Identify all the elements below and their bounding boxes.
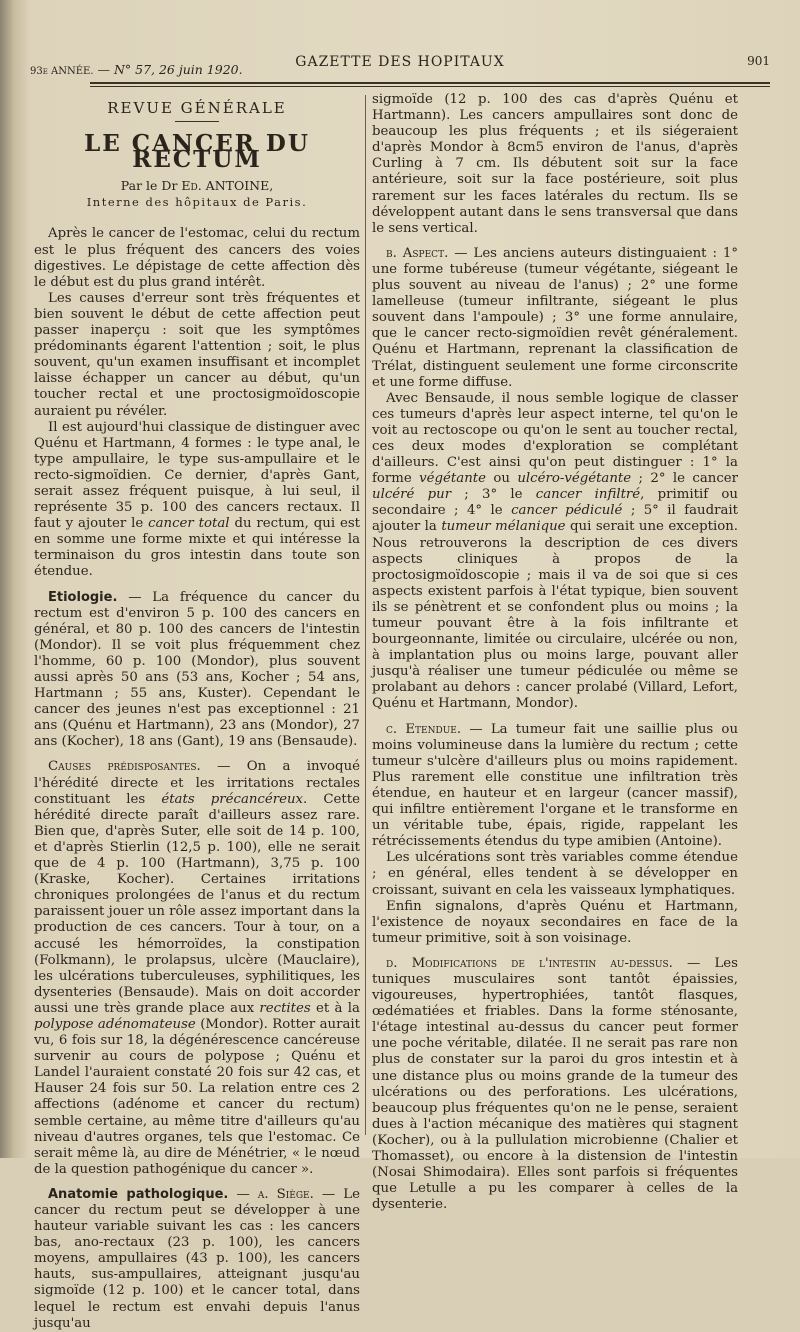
etiology-section: Etiologie. — La fréquence du cancer du rectum est d'environ 5 p. 100 des cancers en général, et 80 p. 100 des cancers de l'intestin (Mondor). Il se voit plus fréquemment chez l'homme, 60 p. 100 (Mondor), plus souvent aussi après 50 ans (53 ans, Kocher ; 54 ans, Hartmann ; 55 ans, Kuster). Cependant le cancer des jeunes n'est pas exceptionnel : 21 ans (Quénu et Hartmann), 23 ans (Mondor), 27 ans (Kocher), 18 ans (Gant), 19 ans (Bensaude). [34, 589, 360, 750]
paragraph: Les causes d'erreur sont très fréquentes et bien souvent le début de cette affection peut passer inaperçu : soit que les symptômes prédominants égarent l'attention ; soit, le plus souvent, qu'un examen insuffisant et incomplet laisse échapper un cancer au début, qu'un toucher rectal et une proctosigmoïdoscopie auraient pu révéler. [34, 290, 360, 419]
anatomy-section: Anatomie pathologique. — a. Siège. — Le cancer du rectum peut se développer à une hauteur variable suivant les cas : les cancers bas, ano-rectaux (23 p. 100), les cancers moyens, ampullaires (43 p. 100), les cancers hauts, sus-ampullaires, atteignant jusqu'au sigmoïde (12 p. 100) et le cancer total, dans lequel le rectum est envahi depuis l'anus jusqu'au [34, 1186, 360, 1331]
right-column [372, 92, 738, 1213]
section-heading: Anatomie pathologique. [48, 1186, 229, 1202]
author-affiliation: Interne des hôpitaux de Paris. [86, 195, 308, 210]
modifications-section: d. Modifications de l'intestin au-dessus. — Les tuniques musculaires sont tantôt épaissies, vigoureuses, hypertrophiées, tantôt flasques, œdématiées et friables. Dans la forme sténosante, l'étage intestinal au-dessus du cancer peut former une poche véritable, dilatée. Il ne serait pas rare non plus de constater sur la paroi du gros intestin et à une distance plus ou moins grande de la tumeur des ulcérations ou des perforations. Les ulcérations, beaucoup plus fréquentes qu'on ne le pense, seraient dues à l'action mécanique des matières qui stagnent (Kocher), ou à la pullulation microbienne (Chalier et Thomasset), ou encore à la distension de l'intestin (Nosai Shimodaira). Elles sont parfois si fréquentes que Letulle a pu les comparer à celles de la dysenterie. [372, 955, 738, 1213]
paragraph: Avec Bensaude, il nous semble logique de classer ces tumeurs d'après leur aspect interne, tel qu'on le voit au rectoscope ou qu'on le sent au toucher rectal, ces deux modes d'exploration se complétant d'ailleurs. C'est ainsi qu'on peut distinguer : 1° la forme végétante ou ulcéro-végétante ; 2° le cancer ulcéré pur ; 3° le cancer infiltré, primitif ou secondaire ; 4° le cancer pédiculé ; 5° il faudrait ajouter la tumeur mélanique qui serait une exception. Nous retrouverons la description de ces divers aspects cliniques à propos de la proctosigmoïdoscopie ; mais il va de soi que si ces aspects existent parfois à l'état typique, bien souvent ils se pénètrent et se confondent plus ou moins ; la tumeur pouvant être à la fois infiltrante et bourgeonnante, limitée ou circulaire, ulcérée ou non, à implantation plus ou moins large, pouvant aller jusqu'à réaliser une tumeur pédiculée ou même se prolabant au dehors : cancer prolabé (Villard, Lefort, Quénu et Hartmann, Mondor). [372, 390, 739, 712]
left-column [34, 92, 360, 1332]
causes-section: Causes prédisposantes. — On a invoqué l'hérédité directe et les irritations rectales constituant les états précancéreux. Cette hérédité directe paraît d'ailleurs assez rare. Bien que, d'après Suter, elle soit de 14 p. 100, et d'après Stierlin (12,5 p. 100), elle ne serait que de 4 p. 100 (Hartmann), 3,75 p. 100 (Kraske, Kocher). Certaines irritations chroniques prolongées de l'anus et du rectum paraissent jouer un rôle assez important dans la production de ces cancers. Tour à tour, on a accusé les hémorroïdes, la constipation (Folkmann), le prolapsus, ulcère (Mauclaire), les ulcérations tuberculeuses, syphilitiques, les dysenteries (Bensaude). Mais on doit accorder aussi une très grande place aux rectites et à la polypose adénomateuse (Mondor). Rotter aurait vu, 6 fois sur 18, la dégénérescence cancéreuse survenir au cours de polypose ; Quénu et Landel l'auraient constaté 20 fois sur 42 cas, et Hauser 24 fois sur 50. La relation entre ces 2 affections (adénome et cancer du rectum) semble certaine, au même titre d'ailleurs qu'au niveau d'autres organes, tels que l'estomac. Ce serait même là, au dire de Ménétrier, « le nœud de la question pathogénique du cancer ». [34, 759, 361, 1177]
journal-title: GAZETTE DES HOPITAUX [295, 54, 505, 70]
subsection-heading: — a. Siège. [228, 1186, 314, 1202]
article-title: LE CANCER DU RECTUM [84, 130, 310, 174]
section-heading: d. Modifications de l'intestin au-dessus. [386, 955, 673, 971]
byline [34, 178, 360, 194]
section-heading: Causes prédisposantes. [48, 759, 201, 775]
issue-number: — N° 57, 26 juin 1920. [93, 62, 243, 77]
section-heading: Etiologie. [48, 589, 118, 605]
column-divider [365, 95, 366, 1135]
paragraph: sigmoïde (12 p. 100 des cas d'après Quénu et Hartmann). Les cancers ampullaires sont donc de beaucoup les plus fréquents ; et ils siégeraient d'après Mondor à 8cm5 environ de l'anus, d'après Curling à 7 cm. Ils débutent soit sur la face antérieure, soit sur la face postérieure, soit plus rarement sur les faces latérales du rectum. Ils se développent autant dans le sens transversal que dans le sens vertical. [372, 92, 738, 236]
paragraph: Enfin signalons, d'après Quénu et Hartmann, l'existence de noyaux secondaires en face de la tumeur primitive, soit à son voisinage. [372, 898, 738, 946]
section-heading: b. Aspect. [386, 245, 449, 261]
page-number: 901 [747, 54, 770, 68]
section-heading: c. Etendue. [386, 721, 462, 737]
aspect-section: b. Aspect. — Les anciens auteurs distinguaient : 1° une forme tubéreuse (tumeur végétante, siégeant le plus souvent au niveau de l'anus) ; 2° une forme lamelleuse (tumeur infiltrante, siégeant le plus souvent dans l'ampoule) ; 3° une forme annulaire, que le cancer recto-sigmoïdien revêt généralement. Quénu et Hartmann, reprenant la classification de Trélat, distinguent seulement une forme circonscrite et une forme diffuse. [372, 245, 738, 390]
paragraph: Après le cancer de l'estomac, celui du rectum est le plus fréquent des cancers des voies digestives. Le dépistage de cette affection dès le début est du plus grand intérêt. [34, 226, 360, 290]
extent-section: c. Etendue. — La tumeur fait une saillie plus ou moins volumineuse dans la lumière du rectum ; cette tumeur s'ulcère d'ailleurs plus ou moins rapidement. Plus rarement elle constitue une infiltration très étendue, en hauteur et en largeur (cancer massif), qui infiltre entièrement l'organe et le transforme en un véritable tube, épais, rigide, rappelant les rétrécissements étendus du type amibien (Antoine). [372, 721, 739, 850]
section-title: REVUE GÉNÉRALE [107, 99, 287, 117]
author-name: Ed. ANTOINE, [181, 178, 274, 194]
byline-prefix: Par le Dr [120, 178, 182, 194]
paragraph: Il est aujourd'hui classique de distinguer avec Quénu et Hartmann, 4 formes : le type anal, le type ampullaire, le type sus-ampullaire et le recto-sigmoïdien. Ce dernier, d'après Gant, serait assez fréquent puisque, à lui seul, il représente 35 p. 100 des cancers rectaux. Il faut y ajouter le cancer total du rectum, qui est en somme une forme mixte et qui intéresse la terminaison du gros intestin dans toute son étendue. [34, 419, 360, 580]
header-rule [90, 82, 770, 87]
section-divider [175, 121, 219, 122]
page-header [30, 50, 770, 80]
year-label: 93e ANNÉE. [30, 66, 94, 77]
paragraph: Les ulcérations sont très variables comme étendue ; en général, elles tendent à se développer en croissant, suivant en cela les vaisseaux lymphatiques. [372, 850, 738, 898]
